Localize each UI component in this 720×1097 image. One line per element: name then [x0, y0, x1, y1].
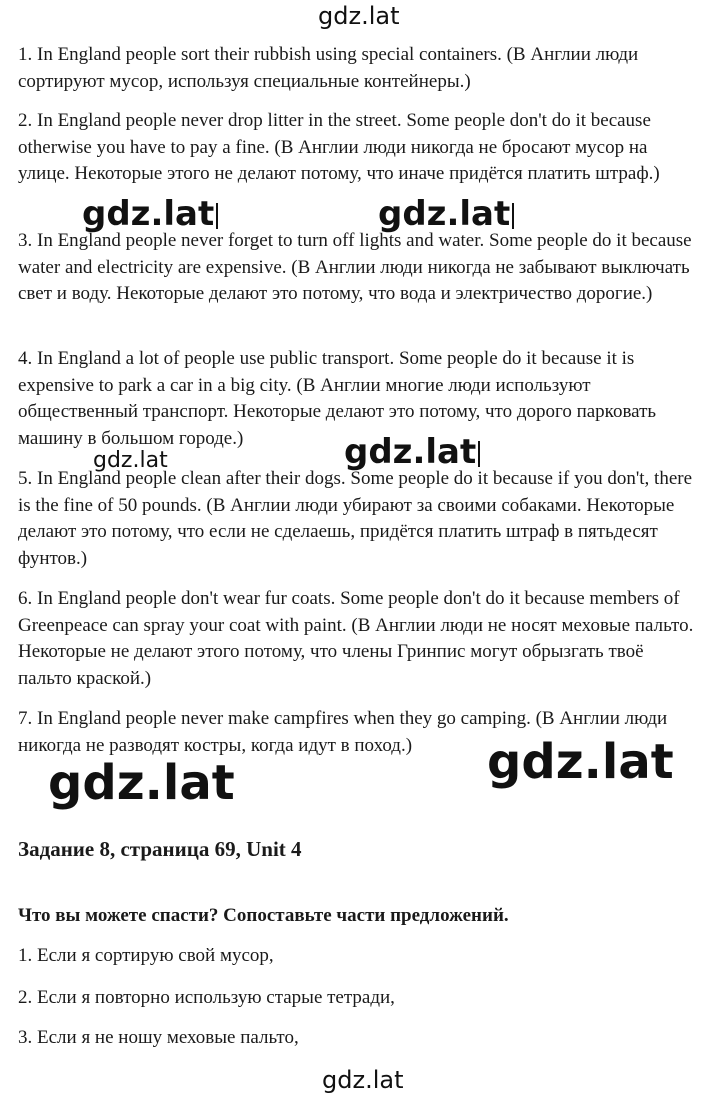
paragraph-5: 5. In England people clean after their dogs. Some people do it because if you don't, there is the fine of 50 pounds. (В Англии люди убирают за своими собаками. Некоторые делают это потому, что если не сделаешь, придётся платить штраф в пятьдесят фунтов.)	[18, 468, 693, 569]
watermark-overlay-small: gdz.lat	[93, 448, 168, 473]
paragraph-6: 6. In England people don't wear fur coats. Some people don't do it because members of Greenpeace can spray your coat with paint. (В Англии люди не носят меховые пальто. Некоторые не делают этого потому, что члены Гринпис могут обрызгать твоё пальто краской.)	[18, 588, 694, 689]
task-heading: Задание 8, страница 69, Unit 4	[18, 837, 302, 861]
paragraph-3: 3. In England people never forget to turn off lights and water. Some people do it because water and electricity are expensive. (В Англии люди никогда не забывают выключать свет и воду. Некоторые делают это потому, что вода и электричество дорогие.)	[18, 230, 692, 304]
watermark-overlay: gdz.lat	[378, 194, 514, 234]
paragraph-1: 1. In England people sort their rubbish using special containers. (В Англии люди сортируют мусор, используя специальные контейнеры.)	[18, 44, 639, 92]
watermark-bottom: gdz.lat	[322, 1066, 404, 1094]
paragraph-2: 2. In England people never drop litter in the street. Some people don't do it because otherwise you have to pay a fine. (В Англии люди никогда не бросают мусор на улице. Некоторые этого не делают потому, что иначе придётся платить штраф.)	[18, 110, 660, 184]
task-item-1: 1. Если я сортирую свой мусор,	[18, 945, 274, 966]
watermark-cursor	[216, 203, 218, 229]
watermark-large: gdz.lat	[48, 755, 235, 811]
watermark-overlay: gdz.lat	[82, 194, 218, 234]
paragraph-4: 4. In England a lot of people use public transport. Some people do it because it is expensive to park a car in a big city. (В Англии многие люди используют общественный транспорт. Некоторые делают это потому, что дорого парковать машину в большом городе.)	[18, 348, 657, 449]
task-instruction: Что вы можете спасти? Сопоставьте части предложений.	[18, 905, 509, 926]
task-item-2: 2. Если я повторно использую старые тетради,	[18, 987, 395, 1008]
watermark-cursor	[512, 203, 514, 229]
paragraph-7: 7. In England people never make campfires when they go camping. (В Англии люди никогда не разводят костры, когда идут в поход.)	[18, 708, 668, 756]
watermark-top: gdz.lat	[318, 2, 400, 30]
watermark-overlay: gdz.lat	[344, 432, 480, 472]
task-item-3: 3. Если я не ношу меховые пальто,	[18, 1027, 299, 1048]
watermark-cursor	[478, 441, 480, 467]
watermark-large: gdz.lat	[487, 734, 674, 790]
